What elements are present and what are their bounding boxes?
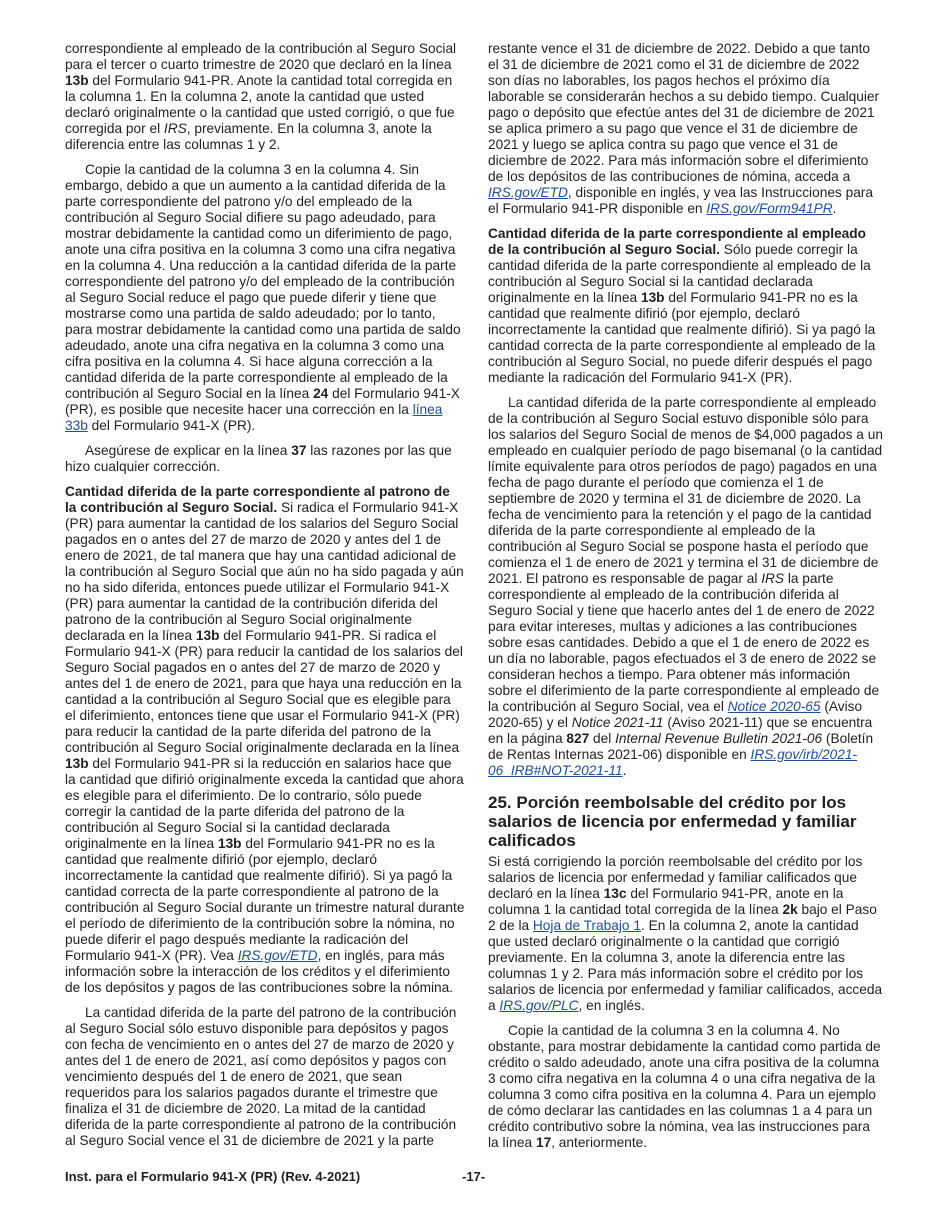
bold-text: 2k [782,902,798,917]
text: La cantidad diferida de la parte del patrono de la contribución al Seguro Social sólo estuvo disponible para depósitos y pagos con fecha de vencimiento en o antes del 27 de marzo de 2020 y antes del 1 de enero de 2021, así como depósitos y pagos con vencimiento después del 1 de enero de 2021, que sean requeridos para los salarios pagados durante el trimestre que finaliza el 31 de diciembre de 2020. La mitad de la cantidad diferida de la parte correspondiente al patrono de la contribución al Seguro Social vence el 31 de diciembre de 2021 y la parte [65,1005,457,1148]
link-irs-plc[interactable]: IRS.gov/PLC [499,998,579,1013]
text: , previamente. En la columna 3, anote la diferencia entre las columnas 1 y 2. [65,121,432,152]
text: (Aviso 2020-65) y el [488,699,863,730]
text: , disponible en inglés, y vea las Instrucciones para el Formulario 941-PR disponible en [488,185,873,216]
text: del [589,731,616,746]
footer-form-title: Inst. para el Formulario 941-X (PR) (Rev. 4-2021) [65,1169,361,1184]
paragraph [65,162,465,434]
link-linea-33b[interactable]: línea 33b [65,402,443,433]
link-hoja-de-trabajo-1[interactable]: Hoja de Trabajo 1 [532,918,641,933]
paragraph [488,395,884,779]
text: correspondiente al empleado de la contribución al Seguro Social para el tercer o cuarto trimestre de 2020 que declaró en la línea [65,41,457,72]
right-column [488,41,884,1160]
text: del Formulario 941-PR si la reducción en salarios hace que la cantidad que difirió originalmente exceda la cantidad que ahora es elegible para el diferimiento. De lo contrario, sólo puede corregir la cantidad de la parte diferida del patrono de la contribución al Seguro Social si la cantidad declarada originalmente en la línea [65,756,464,851]
link-irs-irb-2021-06[interactable]: IRS.gov/irb/2021-06_IRB#NOT-2021-11 [488,747,858,778]
bold-text: 37 [291,443,307,458]
italic-text: Internal Revenue Bulletin 2021-06 [615,731,823,746]
section-title-25: 25. Porción reembolsable del crédito por los salarios de licencia por enfermedad y familiar calificados [488,793,857,850]
paragraph [65,484,465,996]
text: . [832,201,837,216]
text: , anteriormente. [551,1135,648,1150]
bold-text: 13b [65,73,89,88]
text: del Formulario 941-X (PR), es posible que necesite hacer una corrección en la [65,386,460,417]
text: del Formulario 941-PR. Si radica el Formulario 941-X (PR) para reducir la cantidad de los salarios del Seguro Social pagados en o antes del 27 de marzo de 2020 y antes del 1 de enero de 2021, para que haya una reducción en la cantidad a la contribución al Seguro Social que es elegible para el diferimiento, entonces tiene que usar el Formulario 941-X (PR) para reducir la cantidad de la parte diferida del patrono de la contribución al Seguro Social originalmente declarada en la línea [65,628,463,755]
link-notice-2020-65[interactable]: Notice 2020-65 [727,699,821,714]
link-irs-etd[interactable]: IRS.gov/ETD [237,948,318,963]
text: , en inglés. [578,998,645,1013]
text: del Formulario 941-PR. Anote la cantidad total corregida en la columna 1. En la columna 2, anote la cantidad que usted declaró originalmente o la cantidad que usted corrigió, o que fue corregida por el [65,73,455,136]
bold-text: 13c [603,886,627,901]
paragraph [488,854,884,1014]
text: las razones por las que hizo cualquier corrección. [65,443,452,474]
link-irs-etd[interactable]: IRS.gov/ETD [488,185,568,200]
italic-text: Notice 2021-11 [571,715,664,730]
paragraph [488,1023,884,1151]
section-heading: Cantidad diferida de la parte correspondiente al empleado de la contribución al Seguro Social. [488,226,867,257]
page-number: -17- [462,1169,486,1184]
text: Asegúrese de explicar en la línea [85,443,292,458]
text: (Aviso 2021-11) que se encuentra en la página [488,715,873,746]
paragraph [65,41,465,153]
text: Copie la cantidad de la columna 3 en la columna 4. Sin embargo, debido a que un aumento a la cantidad diferida de la parte correspondiente del patrono y/o del empleado de la contribución al Seguro Social difiere su pago adeudado, para mostrar debidamente la cantidad como un diferimiento de pago, anote una cifra positiva en la columna 3 como una cifra negativa en la columna 4. Una reducción a la cantidad diferida de la parte correspondiente del patrono y/o del empleado de la contribución al Seguro Social reduce el pago que puede diferir y tiene que mostrarse como una partida de saldo adeudado; por lo tanto, para mostrar debidamente la cantidad como una partida de saldo adeudado, anote una cifra negativa en la columna 3 como una cifra positiva en la columna 4. Si hace alguna corrección a la cantidad diferida de la parte correspondiente al empleado de la contribución al Seguro Social en la línea [65,162,461,401]
text: del Formulario 941-PR no es la cantidad que realmente difirió (por ejemplo, declaró incorrectamente la cantidad que realmente difirió). Si ya pagó la cantidad correcta de la parte correspondiente al patrono de la contribución al Seguro Social durante un trimestre natural durante el período de diferimiento de la contribución sobre la nómina, no puede diferir el pago después mediante la radicación del Formulario 941-X (PR). Vea [65,836,465,963]
text: la parte correspondiente al empleado de la contribución diferida al Seguro Social y tiene que hacerlo antes del 1 de enero de 2022 para evitar intereses, multas y adiciones a las contribuciones sobre esas cantidades. Debido a que el 1 de enero de 2022 es un día no laborable, pagos efectuados el 3 de enero de 2022 se consideran hechos a tiempo. Para obtener más información sobre el diferimiento de la parte correspondiente al empleado de la contribución al Seguro Social, vea el [488,571,880,714]
bold-text: 13b [640,290,665,305]
section-heading: Cantidad diferida de la parte correspondiente al patrono de la contribución al Seguro Social. [65,484,450,515]
text: Si radica el Formulario 941-X (PR) para aumentar la cantidad de los salarios del Seguro Social pagados en o antes del 27 de marzo de 2020 y antes del 1 de enero de 2021, de tal manera que hay una cantidad adicional de la contribución al Seguro Social que aún no ha sido pagada y aún no ha sido diferida, entonces puede utilizar el Formulario 941-X (PR) para aumentar la cantidad de la contribución diferida del patrono de la contribución al Seguro Social originalmente declarada en la línea [65,500,464,643]
paragraph [65,1005,465,1149]
text: bajo el Paso 2 de la [488,902,877,933]
text: Copie la cantidad de la columna 3 en la columna 4. No obstante, para mostrar debidamente la cantidad como partida de crédito o saldo adeudado, anote una cifra positiva de la columna 3 como cifra negativa en la columna 4 o una cifra negativa de la columna 3 como cifra positiva en la columna 4. Para un ejemplo de cómo declarar las cantidades en las columnas 1 a 4 para un crédito contributivo sobre la nómina, vea las instrucciones para la línea [488,1023,881,1150]
text: . En la columna 2, anote la cantidad que usted declaró originalmente o la cantidad que corrigió previamente. En la columna 3, anote la diferencia entre las columnas 1 y 2. Para más información sobre el crédito por los salarios de licencia por enfermedad y familiar calificados, acceda a [488,918,883,1013]
text: Sólo puede corregir la cantidad diferida de la parte correspondiente al empleado de la contribución al Seguro Social si la cantidad declarada originalmente en la línea [488,242,871,305]
text: . [622,763,627,778]
bold-text: 17 [535,1135,552,1150]
text: del Formulario 941-X (PR). [87,418,256,433]
paragraph [488,226,884,386]
left-column [65,41,465,1158]
text: del Formulario 941-PR no es la cantidad que realmente difirió (por ejemplo, declaró incorrectamente la cantidad que realmente difirió). Si ya pagó la cantidad correcta de la parte correspondiente al empleado de la contribución al Seguro Social, no puede diferir después el pago mediante la radicación del Formulario 941-X (PR). [488,290,876,385]
bold-text: 827 [566,731,590,746]
bold-text: 24 [313,386,329,401]
text: , en inglés, para más información sobre la interacción de los créditos y el diferimiento de los depósitos y pagos de las contribuciones sobre la nómina. [65,948,454,995]
text: restante vence el 31 de diciembre de 2022. Debido a que tanto el 31 de diciembre de 2021 como el 31 de diciembre de 2022 son días no laborables, los pagos hechos el próximo día laborable se considerarán hechos a su debido tiempo. Cualquier pago o depósito que efectúe antes del 31 de diciembre de 2021 se aplica primero a su pago que vence el 31 de diciembre de 2021 y luego se aplica contra su pago que vence el 31 de diciembre de 2022. Para más información sobre el diferimiento de los depósitos de las contribuciones de nómina, acceda a [488,41,880,184]
italic-text: IRS [163,121,187,136]
bold-text: 13b [217,836,242,851]
bold-text: 13b [65,756,89,771]
link-irs-form941pr[interactable]: IRS.gov/Form941PR [706,201,833,216]
text: La cantidad diferida de la parte correspondiente al empleado de la contribución al Seguro Social estuvo disponible sólo para los salarios del Seguro Social de menos de $4,000 pagados a un empleado en cualquier período de pago bisemanal (o la cantidad límite equivalente para otros períodos de pago) pagados en una fecha de pago durante el período que comienza el 1 de septiembre de 2020 y termina el 31 de diciembre de 2020. La fecha de vencimiento para la retención y el pago de la cantidad diferida de la parte correspondiente al empleado de la contribución al Seguro Social se pospone hasta el período que comienza el 1 de enero de 2021 y termina el 31 de diciembre de 2021. El patrono es responsable de pagar al [488,395,883,586]
text: Si está corrigiendo la porción reembolsable del crédito por los salarios de licencia por enfermedad y familiar calificados que declaró en la línea [488,854,863,901]
text: (Boletín de Rentas Internas 2021-06) disponible en [488,731,874,762]
paragraph [488,41,884,217]
text: del Formulario 941-PR, anote en la columna 1 la cantidad total corregida de la línea [488,886,844,917]
bold-text: 13b [195,628,220,643]
italic-text: IRS [761,571,785,586]
paragraph [65,443,465,475]
